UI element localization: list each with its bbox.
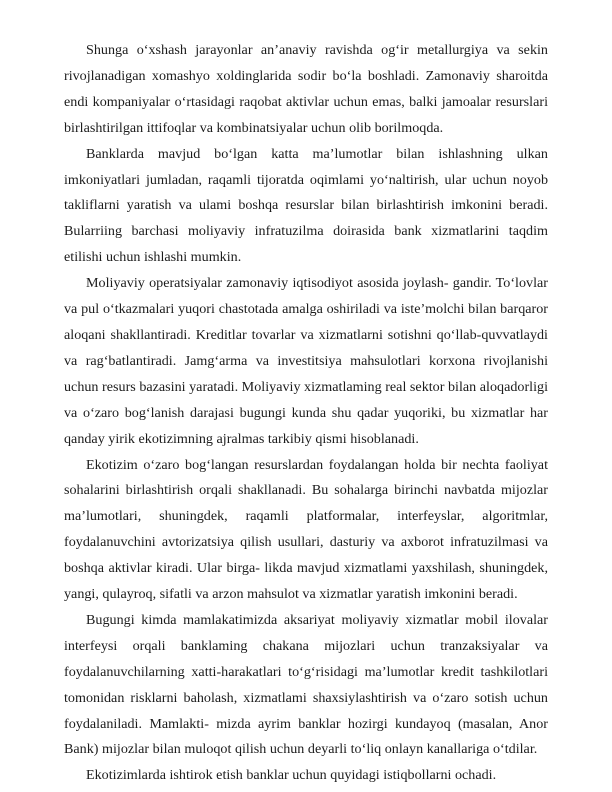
paragraph-3: Moliyaviy operatsiyalar zamonaviy iqtisodiyot asosida joylash- gandir. To‘lovlar va pul o‘tkazmalari yuqori chastotada amalga oshiriladi va iste’molchi bilan barqaror aloqani shakllantiradi. Kreditlar tovarlar va xizmatlarni sotishni qo‘llab-quvvatlaydi va rag‘batlantiradi. Jamg‘arma va investitsiya mahsulotlari korxona rivojlanishi uchun resurs bazasini yaratadi. Moliyaviy xizmatlaming real sektor bilan aloqadorligi va o‘zaro bog‘lanish darajasi bugungi kunda shu qadar yuqoriki, bu xizmatlar har qanday yirik ekotizimning ajralmas tarkibiy qismi hisoblanadi. bbox=[64, 275, 548, 447]
paragraph-2: Banklarda mavjud bo‘lgan katta ma’lumotlar bilan ishlashning ulkan imkoniyatlari jumladan, raqamli tijoratda oqimlami yo‘naltirish, ular uchun noyob takliflarni yaratish va ulami boshqa resurslar bilan birlashtirish imkonini beradi. Bularriing barchasi moliyaviy infratuzilma doirasida bank xizmatlarini taqdim etilishi uchun ishlashi mumkin. bbox=[64, 145, 548, 266]
paragraph-5: Bugungi kimda mamlakatimizda aksariyat moliyaviy xizmatlar mobil ilovalar interfeysi orqali banklaming chakana mijozlari uchun tranzaksiyalar va foydalanuvchilarning xatti-harakatlari to‘g‘risidagi ma’lumotlar kredit tashkilotlari tomonidan risklarni baholash, xizmatlami shaxsiylashtirish va o‘zaro sotish uchun foydalaniladi. Mamlakti- mizda ayrim banklar hozirgi kundayoq (masalan, Anor Bank) mijozlar bilan muloqot qilish uchun deyarli to‘liq onlayn kanallariga o‘tdilar. bbox=[64, 611, 548, 758]
paragraph-1: Shunga o‘xshash jarayonlar an’anaviy ravishda og‘ir metallurgiya va sekin rivojlanadigan xomashyo xoldinglarida sodir bo‘la boshladi. Zamonaviy sharoitda endi kompaniyalar o‘rtasidagi raqobat aktivlar uchun emas, balki jamoalar resurslari birlashtirilgan ittifoqlar va kombinatsiyalar uchun olib borilmoqda. bbox=[64, 42, 548, 136]
paragraph-6: Ekotizimlarda ishtirok etish banklar uchun quyidagi istiqbollarni ochadi. bbox=[86, 767, 497, 784]
paragraph-4: Ekotizim o‘zaro bog‘langan resurslardan foydalangan holda bir nechta faoliyat sohalarini birlashtirish orqali shakllanadi. Bu sohalarga birinchi navbatda mijozlar ma’lumotlari, shuningdek, raqamli platformalar, interfeyslar, algoritmlar, foydalanuvchini avtorizatsiya qilish usullari, dasturiy va axborot infratuzilmasi va boshqa aktivlar kiradi. Ular birga- likda mavjud xizmatlami yaxshilash, shuningdek, yangi, qulayroq, sifatli va arzon mahsulot va xizmatlar yaratish imkonini beradi. bbox=[64, 456, 548, 603]
document-body bbox=[64, 38, 548, 789]
